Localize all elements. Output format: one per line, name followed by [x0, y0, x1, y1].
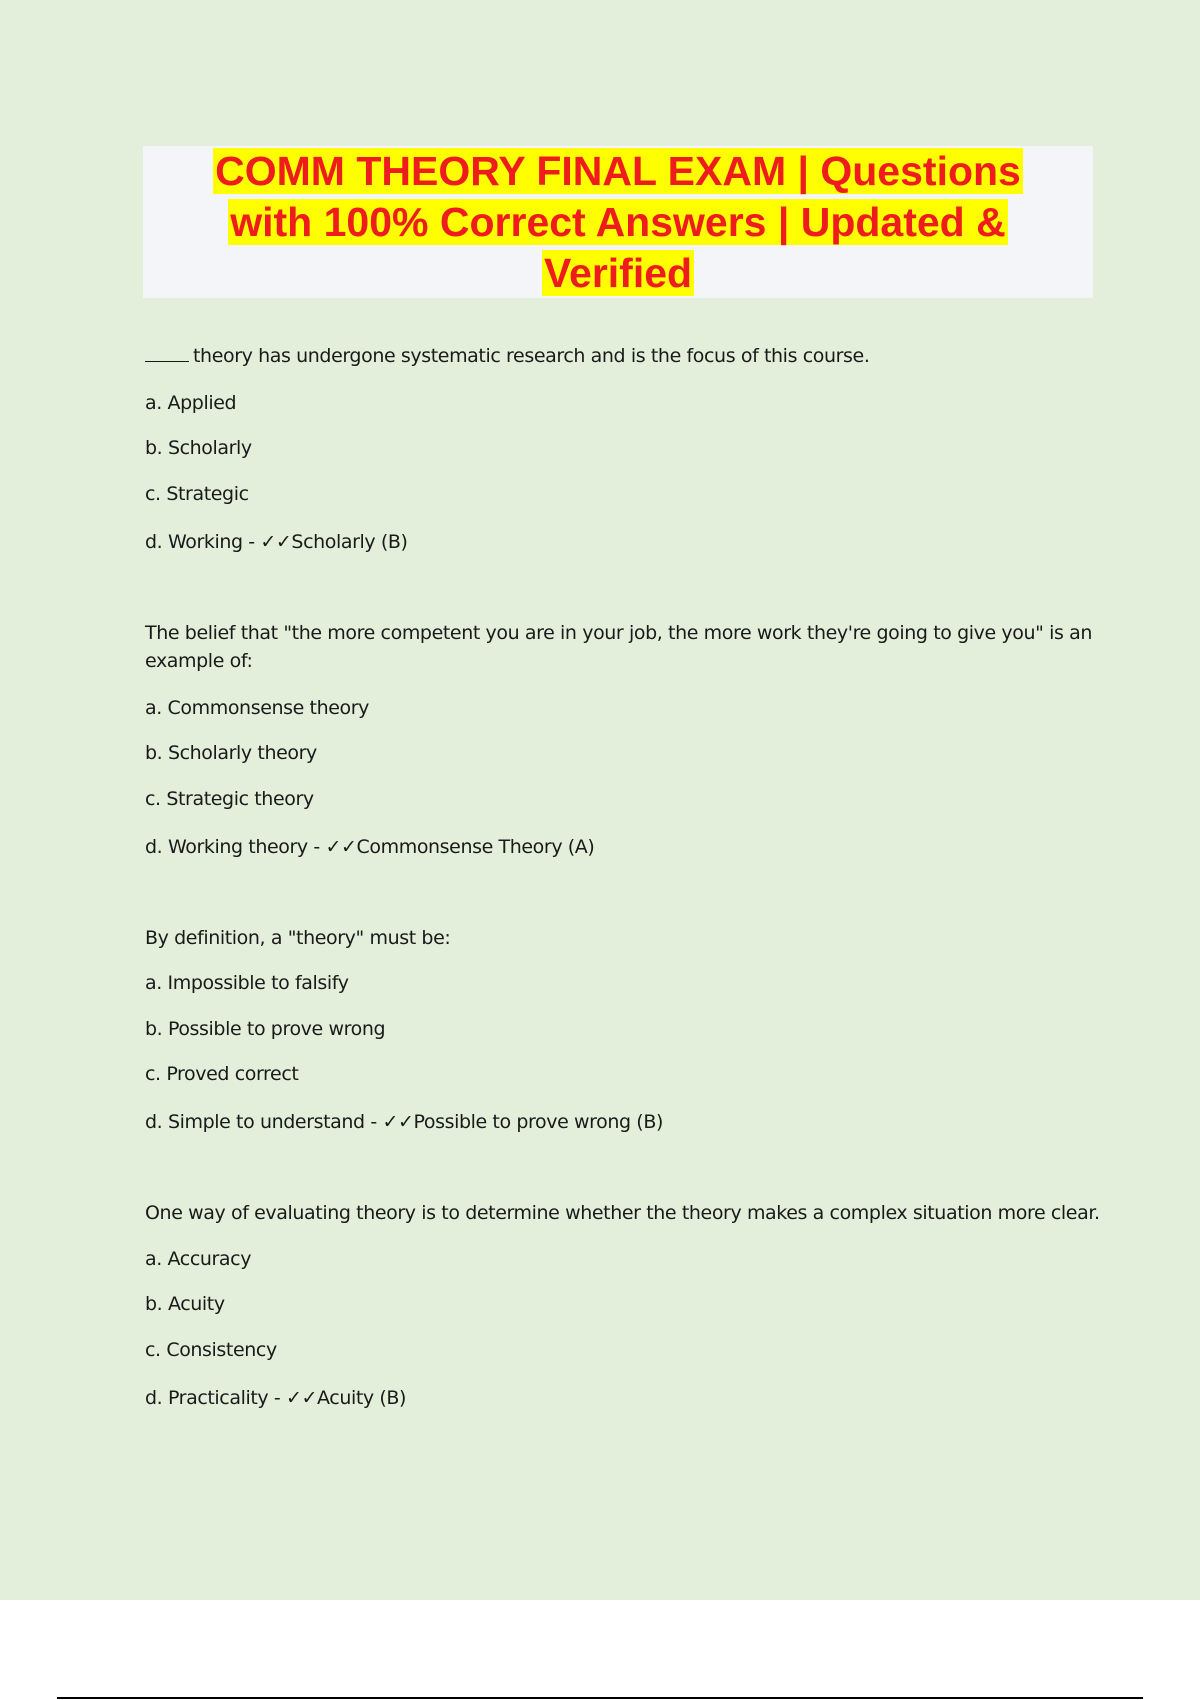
question-1-text: theory has undergone systematic research and is the focus of this course. [193, 345, 870, 367]
question-2-option-a: a. Commonsense theory [145, 697, 370, 719]
question-4-option-b: b. Acuity [145, 1293, 225, 1315]
question-2-option-d-answer: d. Working theory - ✓✓Commonsense Theory (A) [145, 836, 595, 858]
question-4-option-c: c. Consistency [145, 1339, 277, 1361]
document-title-box [143, 146, 1093, 298]
question-4-option-d-answer: d. Practicality - ✓✓Acuity (B) [145, 1387, 407, 1409]
question-4-prompt: One way of evaluating theory is to determine whether the theory makes a complex situation more clear. [145, 1202, 1100, 1224]
question-4-option-a: a. Accuracy [145, 1248, 252, 1270]
question-2-prompt: The belief that "the more competent you are in your job, the more work they're going to give you" is an example of: [145, 622, 1093, 672]
page-bottom-margin [0, 1600, 1200, 1700]
question-1-option-d-answer: d. Working - ✓✓Scholarly (B) [145, 531, 408, 553]
fill-in-blank [145, 343, 189, 362]
footer-divider [57, 1697, 1143, 1699]
question-3-option-d-answer: d. Simple to understand - ✓✓Possible to prove wrong (B) [145, 1111, 663, 1133]
question-2-option-b: b. Scholarly theory [145, 742, 317, 764]
title-line-2: with 100% Correct Answers | Updated & [230, 199, 1006, 245]
question-1-option-b: b. Scholarly [145, 437, 252, 459]
title-line-3: Verified [543, 250, 693, 296]
question-1-option-a: a. Applied [145, 392, 237, 414]
question-3-option-b: b. Possible to prove wrong [145, 1018, 386, 1040]
question-3-prompt: By definition, a "theory" must be: [145, 927, 451, 949]
question-3-option-c: c. Proved correct [145, 1063, 299, 1085]
question-3-option-a: a. Impossible to falsify [145, 972, 349, 994]
question-1-option-c: c. Strategic [145, 483, 249, 505]
question-2-option-c: c. Strategic theory [145, 788, 314, 810]
question-1-prompt [145, 342, 869, 370]
title-line-1: COMM THEORY FINAL EXAM | Questions [215, 148, 1021, 194]
